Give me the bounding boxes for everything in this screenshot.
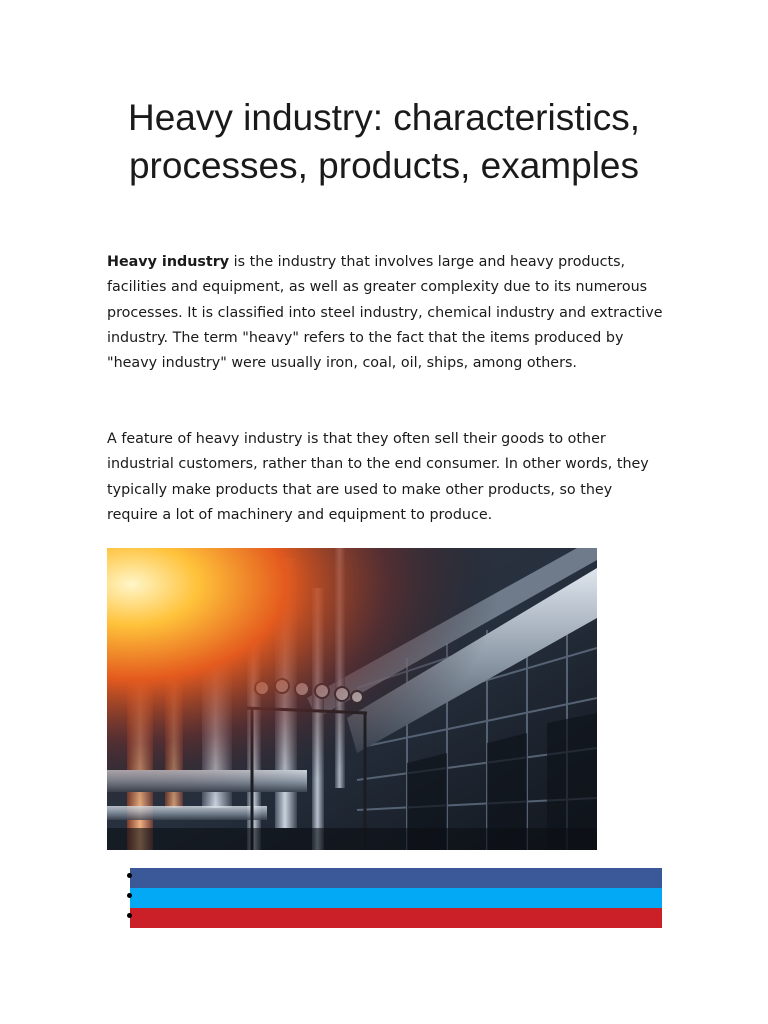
intro-bold-term: Heavy industry xyxy=(107,254,230,270)
feature-paragraph: A feature of heavy industry is that they often sell their goods to other industrial customers, rather than to the end consumer. In other words, they typically make products that are used to make other products, so they require a lot of machinery and equipment to produce. xyxy=(107,431,649,523)
intro-text: is the industry that involves large and heavy products, facilities and equipment, as well as greater complexity due to its numerous processes. It is classified into steel industry, chemical industry and extractive industry. The term "heavy" refers to the fact that the items produced by "heavy industry" were usually iron, coal, oil, ships, among others. xyxy=(107,254,663,372)
share-bar-group xyxy=(130,868,662,928)
bullet-icon xyxy=(127,913,132,918)
industrial-plant-photo xyxy=(107,548,597,850)
page-title: Heavy industry: characteristics, processes, products, examples xyxy=(127,97,640,186)
intro-paragraph xyxy=(107,250,667,376)
bullet-icon xyxy=(127,893,132,898)
share-bar-light-blue[interactable] xyxy=(130,888,662,908)
share-bar-blue[interactable] xyxy=(130,868,662,888)
bullet-icon xyxy=(127,873,132,878)
share-bar-red[interactable] xyxy=(130,908,662,928)
